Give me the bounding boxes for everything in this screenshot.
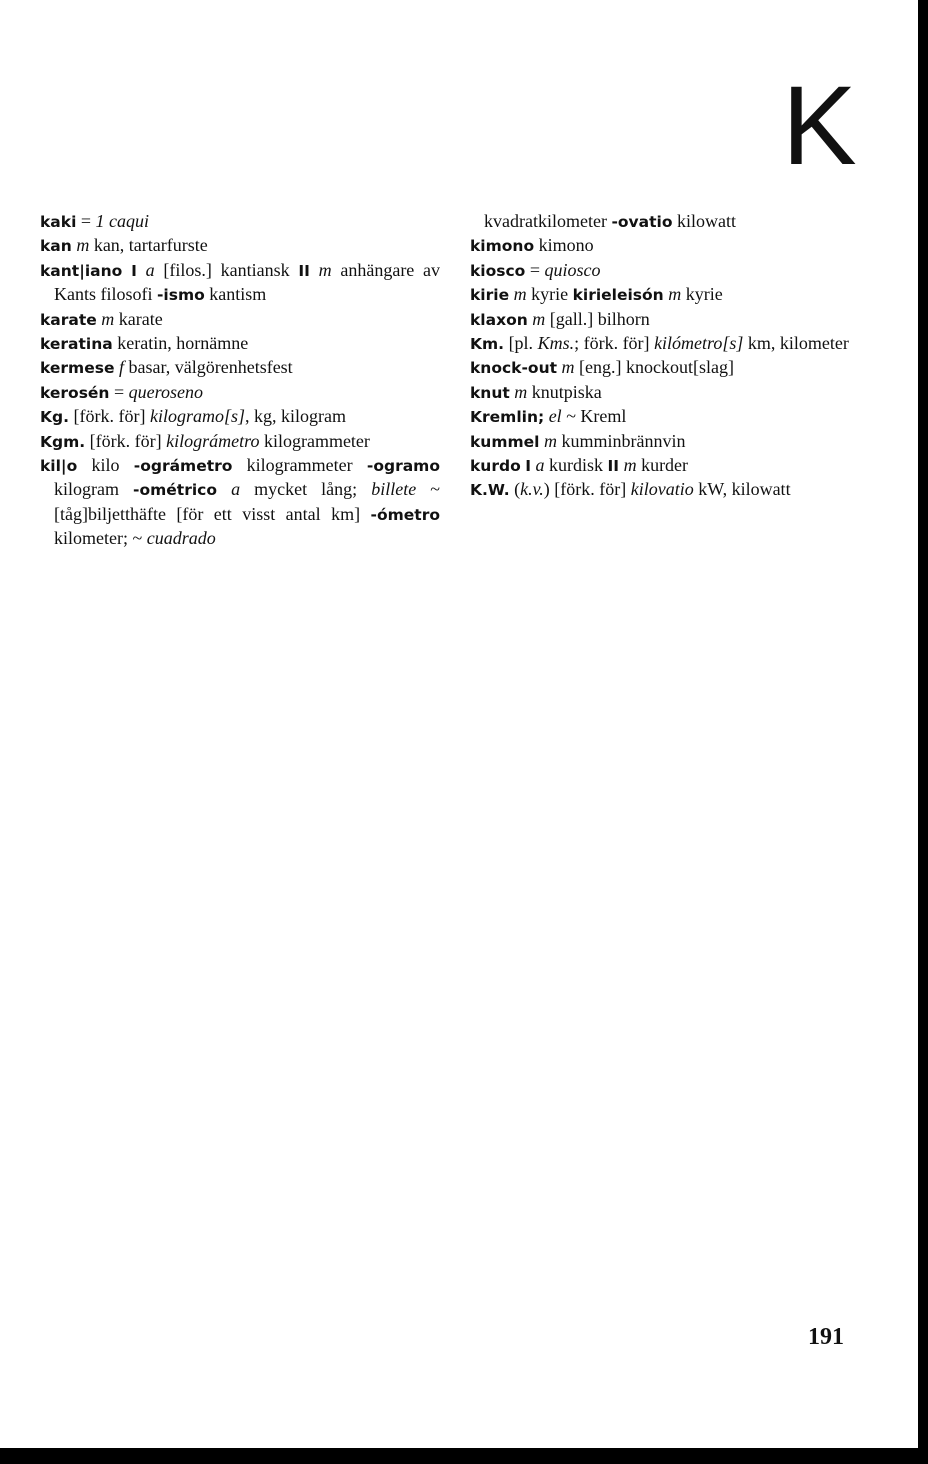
headword: Km. [470, 335, 505, 354]
headword: kermese [40, 359, 115, 378]
headword: kil|o [40, 457, 78, 476]
page-edge-shadow [918, 0, 928, 1464]
right-column [470, 210, 870, 503]
dictionary-entry: Kg. [förk. för] kilogramo[s], kg, kilogram [40, 406, 346, 427]
headword: kerosén [40, 383, 110, 402]
headword: kiosco [470, 261, 526, 280]
headword: Kg. [40, 408, 69, 427]
headword: Kremlin; [470, 408, 545, 427]
dictionary-entry: kirie m kyrie kirieleisón m kyrie [470, 284, 723, 305]
headword: knut [470, 383, 510, 402]
headword: kimono [470, 237, 535, 256]
dictionary-entry: knut m knutpiska [470, 381, 602, 402]
headword: kaki [40, 213, 77, 231]
headword: kummel [470, 432, 540, 451]
dictionary-entry: Kremlin; el ~ Kreml [470, 406, 627, 427]
headword: karate [40, 310, 97, 329]
page-bottom-edge [0, 1448, 928, 1464]
headword: K.W. [470, 481, 510, 500]
section-letter: K [782, 63, 857, 188]
headword: keratina [40, 335, 113, 354]
dictionary-entry: kant|iano I a [filos.] kantiansk II m anhängare av Kants filosofi -ismo kantism [40, 259, 441, 305]
dictionary-entry: kan m kan, tartarfurste [40, 235, 208, 256]
left-column [40, 210, 440, 551]
dictionary-entry: kermese f basar, välgörenhetsfest [40, 357, 293, 378]
dictionary-entry: kaki = 1 caqui [40, 211, 150, 231]
dictionary-entry: kummel m kumminbrännvin [470, 430, 686, 451]
dictionary-entry: knock-out m [eng.] knockout[slag] [470, 357, 734, 378]
page-number: 191 [808, 1324, 844, 1350]
dictionary-entry: karate m karate [40, 308, 163, 329]
headword: kant|iano [40, 261, 123, 280]
dictionary-entry: kimono kimono [470, 235, 594, 256]
dictionary-entry: kurdo I a kurdisk II m kurder [470, 455, 689, 476]
headword: kan [40, 237, 72, 256]
headword: Kgm. [40, 432, 86, 451]
headword: kirie [470, 286, 510, 305]
headword: knock-out [470, 359, 558, 378]
dictionary-entry: klaxon m [gall.] bilhorn [470, 308, 650, 329]
headword: klaxon [470, 310, 528, 329]
dictionary-entry: Kgm. [förk. för] kilográmetro kilogrammeter [40, 430, 370, 451]
dictionary-entry: kiosco = quiosco [470, 259, 601, 280]
dictionary-entry: kil|o kilo -ográmetro kilogrammeter -ogramo kilogram -ométrico a mycket lång; billete ~ [tåg]biljetthäfte [för ett visst antal km] -ómetro kilometer; ~ cuadrado [40, 455, 440, 549]
dictionary-entry: K.W. (k.v.) [förk. för] kilovatio kW, kilowatt [470, 479, 791, 500]
dictionary-entry: keratina keratin, hornämne [40, 333, 249, 354]
dictionary-entry: Km. [pl. Kms.; förk. för] kilómetro[s] km, kilometer [470, 333, 849, 354]
headword: kurdo [470, 457, 521, 476]
dictionary-entry-continued: kvadratkilometer -ovatio kilowatt [484, 211, 736, 231]
dictionary-entry: kerosén = queroseno [40, 381, 203, 402]
